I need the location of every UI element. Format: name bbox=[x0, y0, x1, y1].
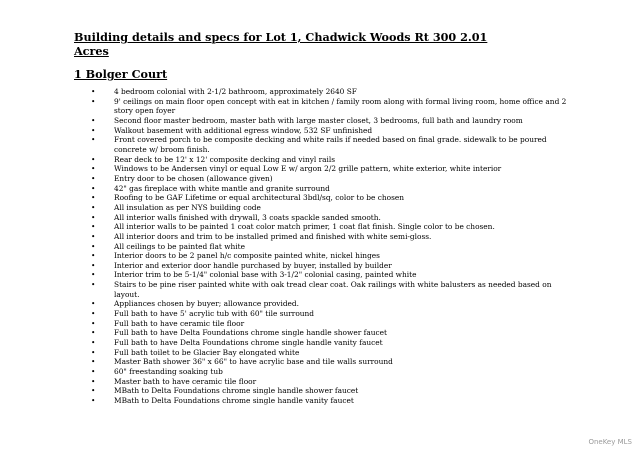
spec-item-text: Master bath to have ceramic tile floor bbox=[114, 376, 257, 386]
bullet-icon: • bbox=[91, 309, 96, 319]
spec-item-text: All interior doors and trim to be installed primed and finished with white semi-gloss. bbox=[114, 231, 432, 241]
bullet-icon: • bbox=[91, 241, 96, 251]
bullet-icon: • bbox=[91, 193, 96, 203]
bullet-icon: • bbox=[91, 164, 96, 174]
spec-item-text: Windows to be Andersen vinyl or equal Low E w/ argon 2/2 grille pattern, white exterior, white interior bbox=[114, 164, 502, 174]
spec-item-text: All ceilings to be painted flat white bbox=[114, 241, 246, 251]
bullet-icon: • bbox=[91, 338, 96, 348]
spec-list-item bbox=[74, 377, 574, 387]
spec-item-text: Front covered porch to be composite decking and white rails if needed based on final grade. sidewalk to be poured concrete w/ broom finish. bbox=[114, 135, 547, 154]
spec-item-text: 60" freestanding soaking tub bbox=[114, 367, 223, 377]
bullet-icon: • bbox=[91, 183, 96, 193]
bullet-icon: • bbox=[91, 367, 96, 377]
bullet-icon: • bbox=[91, 260, 96, 270]
spec-list-item bbox=[74, 155, 574, 165]
bullet-icon: • bbox=[91, 154, 96, 164]
bullet-icon: • bbox=[91, 270, 96, 280]
bullet-icon: • bbox=[91, 87, 96, 96]
spec-list-item bbox=[74, 348, 574, 358]
spec-list-item bbox=[74, 319, 574, 329]
spec-item-text: Roofing to be GAF Lifetime or equal architectural 3bdl/sq, color to be chosen bbox=[114, 193, 405, 203]
spec-item-text: Walkout basement with additional egress window, 532 SF unfinished bbox=[114, 125, 373, 135]
spec-item-text: Full bath to have Delta Foundations chrome single handle shower faucet bbox=[114, 328, 387, 338]
spec-list-item bbox=[74, 367, 574, 377]
spec-item-text: All interior walls to be painted 1 coat color match primer, 1 coat flat finish. Single color to be chosen. bbox=[114, 222, 495, 232]
watermark-label: OneKey MLS bbox=[588, 438, 632, 446]
spec-item-text: Rear deck to be 12' x 12' composite decking and vinyl rails bbox=[114, 154, 336, 164]
spec-item-text: Second floor master bedroom, master bath with large master closet, 3 bedrooms, full bath and laundry room bbox=[114, 115, 523, 125]
spec-list-item bbox=[74, 87, 574, 97]
spec-item-text: 4 bedroom colonial with 2-1/2 bathroom, approximately 2640 SF bbox=[114, 87, 357, 96]
spec-document bbox=[74, 30, 574, 406]
spec-list-item bbox=[74, 184, 574, 194]
bullet-icon: • bbox=[91, 251, 96, 261]
bullet-icon: • bbox=[91, 231, 96, 241]
bullet-icon: • bbox=[91, 135, 96, 145]
spec-list-item bbox=[74, 261, 574, 271]
bullet-icon: • bbox=[91, 328, 96, 338]
spec-list-item bbox=[74, 357, 574, 367]
spec-list-item bbox=[74, 116, 574, 126]
spec-item-text: MBath to Delta Foundations chrome single handle shower faucet bbox=[114, 386, 359, 396]
bullet-icon: • bbox=[91, 357, 96, 367]
bullet-icon: • bbox=[91, 125, 96, 135]
spec-list-item bbox=[74, 386, 574, 396]
spec-list-item bbox=[74, 270, 574, 280]
spec-item-text: MBath to Delta Foundations chrome single handle vanity faucet bbox=[114, 396, 354, 405]
spec-item-text: Entry door to be chosen (allowance given) bbox=[114, 173, 273, 183]
spec-item-text: Master Bath shower 36" x 66" to have acrylic base and tile walls surround bbox=[114, 357, 393, 367]
spec-list-item bbox=[74, 174, 574, 184]
title-line-1: Building details and specs for Lot 1, Chadwick Woods Rt 300 2.01 bbox=[74, 30, 488, 44]
spec-item-text: Interior and exterior door handle purchased by buyer, installed by builder bbox=[114, 260, 392, 270]
bullet-icon: • bbox=[91, 222, 96, 232]
bullet-icon: • bbox=[91, 202, 96, 212]
spec-list-item bbox=[74, 242, 574, 252]
bullet-icon: • bbox=[91, 318, 96, 328]
spec-list-item bbox=[74, 396, 574, 406]
spec-list-item bbox=[74, 193, 574, 203]
spec-item-text: Interior trim to be 5-1/4" colonial base with 3-1/2" colonial casing, painted white bbox=[114, 270, 417, 280]
spec-item-text: 9' ceilings on main floor open concept with eat in kitchen / family room along with formal living room, home office and 2 story open foyer bbox=[114, 96, 567, 116]
spec-item-text: Full bath to have ceramic tile floor bbox=[114, 318, 245, 328]
spec-list-item bbox=[74, 213, 574, 223]
spec-list-item bbox=[74, 338, 574, 348]
spec-item-text: All insulation as per NYS building code bbox=[114, 202, 261, 212]
bullet-icon: • bbox=[91, 115, 96, 125]
spec-list-item bbox=[74, 135, 574, 154]
bullet-icon: • bbox=[91, 396, 96, 405]
spec-item-text: All interior walls finished with drywall, 3 coats spackle sanded smooth. bbox=[114, 212, 381, 222]
spec-list-item bbox=[74, 164, 574, 174]
spec-item-text: Full bath toilet to be Glacier Bay elongated white bbox=[114, 347, 300, 357]
bullet-icon: • bbox=[91, 299, 96, 309]
spec-list-item bbox=[74, 203, 574, 213]
spec-list-item bbox=[74, 299, 574, 309]
spec-list-item bbox=[74, 232, 574, 242]
bullet-icon: • bbox=[91, 173, 96, 183]
bullet-icon: • bbox=[91, 280, 96, 290]
bullet-icon: • bbox=[91, 96, 96, 106]
spec-list-item bbox=[74, 97, 574, 116]
spec-list-item bbox=[74, 251, 574, 261]
spec-list-item bbox=[74, 328, 574, 338]
spec-item-text: Interior doors to be 2 panel h/c composite painted white, nickel hinges bbox=[114, 251, 380, 261]
spec-item-text: Full bath to have 5' acrylic tub with 60" tile surround bbox=[114, 309, 315, 319]
bullet-icon: • bbox=[91, 386, 96, 396]
spec-item-text: Stairs to be pine riser painted white with oak tread clear coat. Oak railings with white balusters as needed based on layout. bbox=[114, 280, 552, 299]
spec-item-text: 42" gas fireplace with white mantle and granite surround bbox=[114, 183, 330, 193]
spec-item-text: Appliances chosen by buyer; allowance provided. bbox=[114, 299, 300, 309]
spec-list-item bbox=[74, 126, 574, 136]
bullet-icon: • bbox=[91, 212, 96, 222]
spec-list bbox=[74, 87, 574, 406]
bullet-icon: • bbox=[91, 347, 96, 357]
document-title bbox=[74, 30, 574, 58]
spec-item-text: Full bath to have Delta Foundations chrome single handle vanity faucet bbox=[114, 338, 383, 348]
spec-list-item bbox=[74, 222, 574, 232]
spec-list-item bbox=[74, 280, 574, 299]
document-subtitle: 1 Bolger Court bbox=[74, 67, 168, 81]
spec-list-item bbox=[74, 309, 574, 319]
bullet-icon: • bbox=[91, 376, 96, 386]
title-line-2: Acres bbox=[74, 44, 109, 58]
